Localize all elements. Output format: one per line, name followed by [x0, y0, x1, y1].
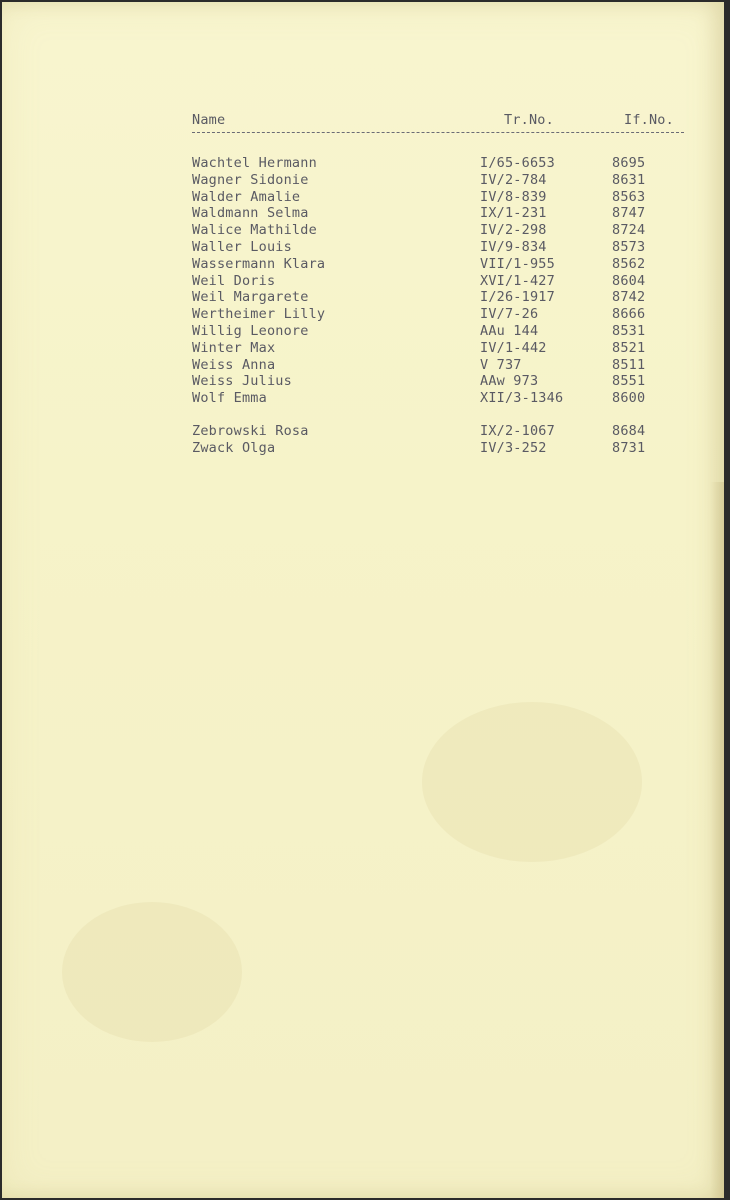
entry-name: Weiss Anna: [192, 356, 276, 373]
entry-if-no: 8511: [612, 356, 646, 373]
header-tr-no: Tr.No.: [504, 112, 554, 128]
entry-if-no: 8731: [612, 439, 646, 456]
entry-tr-no: I/26-1917: [480, 289, 555, 306]
entry-name: Walice Mathilde: [192, 222, 317, 239]
entry-if-no: 8562: [612, 255, 646, 272]
list-item: [192, 205, 692, 222]
entry-if-no: 8747: [612, 205, 646, 222]
list-item: [192, 189, 692, 206]
list-item: [192, 273, 692, 290]
list-item: [192, 172, 692, 189]
entries-group-w: [192, 155, 692, 407]
entry-tr-no: IX/2-1067: [480, 422, 555, 439]
list-item: [192, 155, 692, 172]
document-page: [2, 2, 724, 1198]
entry-tr-no: IV/7-26: [480, 306, 539, 323]
entry-if-no: 8551: [612, 373, 646, 390]
entry-tr-no: IV/3-252: [480, 439, 547, 456]
entry-name: Wagner Sidonie: [192, 171, 309, 188]
entry-name: Wachtel Hermann: [192, 155, 317, 171]
paper-edge-shadow: [710, 482, 724, 1198]
entry-name: Wertheimer Lilly: [192, 306, 326, 323]
header-name: Name: [192, 112, 226, 128]
entry-name: Waller Louis: [192, 238, 292, 255]
entry-tr-no: IV/1-442: [480, 339, 547, 356]
entry-name: Willig Leonore: [192, 322, 309, 339]
list-item: [192, 239, 692, 256]
entry-if-no: 8695: [612, 155, 646, 171]
entry-name: Weiss Julius: [192, 373, 292, 390]
list-item: [192, 289, 692, 306]
entry-name: Weil Margarete: [192, 289, 309, 306]
list-item: [192, 390, 692, 407]
entry-name: Walder Amalie: [192, 188, 301, 205]
entry-tr-no: IV/2-298: [480, 222, 547, 239]
entry-tr-no: AAw 973: [480, 373, 539, 390]
entry-if-no: 8666: [612, 306, 646, 323]
entry-tr-no: XII/3-1346: [480, 390, 564, 407]
entry-if-no: 8521: [612, 339, 646, 356]
entry-tr-no: XVI/1-427: [480, 272, 555, 289]
list-item: [192, 222, 692, 239]
header-if-no: If.No.: [624, 112, 674, 128]
entry-tr-no: IV/9-834: [480, 238, 547, 255]
list-item: [192, 323, 692, 340]
entry-if-no: 8742: [612, 289, 646, 306]
header-row: [192, 110, 692, 130]
paper-stain: [422, 702, 642, 862]
list-item: [192, 423, 692, 440]
list-item: [192, 340, 692, 357]
entry-if-no: 8604: [612, 272, 646, 289]
name-list: [192, 110, 692, 457]
entry-name: Winter Max: [192, 339, 276, 356]
entry-tr-no: AAu 144: [480, 322, 539, 339]
entry-if-no: 8631: [612, 171, 646, 188]
entry-name: Zwack Olga: [192, 439, 276, 456]
entry-name: Wassermann Klara: [192, 255, 326, 272]
entry-tr-no: IV/8-839: [480, 188, 547, 205]
entry-if-no: 8573: [612, 238, 646, 255]
entry-tr-no: V 737: [480, 356, 522, 373]
list-item: [192, 357, 692, 374]
paper-stain: [62, 902, 242, 1042]
entry-if-no: 8600: [612, 390, 646, 407]
entry-tr-no: IV/2-784: [480, 171, 547, 188]
entry-if-no: 8531: [612, 322, 646, 339]
entries-group-z: [192, 423, 692, 457]
entry-if-no: 8724: [612, 222, 646, 239]
list-item: [192, 256, 692, 273]
entry-tr-no: I/65-6653: [480, 155, 555, 171]
entry-name: Zebrowski Rosa: [192, 422, 309, 439]
list-item: [192, 306, 692, 323]
list-item: [192, 373, 692, 390]
entry-tr-no: VII/1-955: [480, 255, 555, 272]
entry-name: Weil Doris: [192, 272, 276, 289]
entry-if-no: 8684: [612, 422, 646, 439]
entry-tr-no: IX/1-231: [480, 205, 547, 222]
entry-name: Wolf Emma: [192, 390, 267, 407]
entry-name: Waldmann Selma: [192, 205, 309, 222]
list-item: [192, 440, 692, 457]
entry-if-no: 8563: [612, 188, 646, 205]
